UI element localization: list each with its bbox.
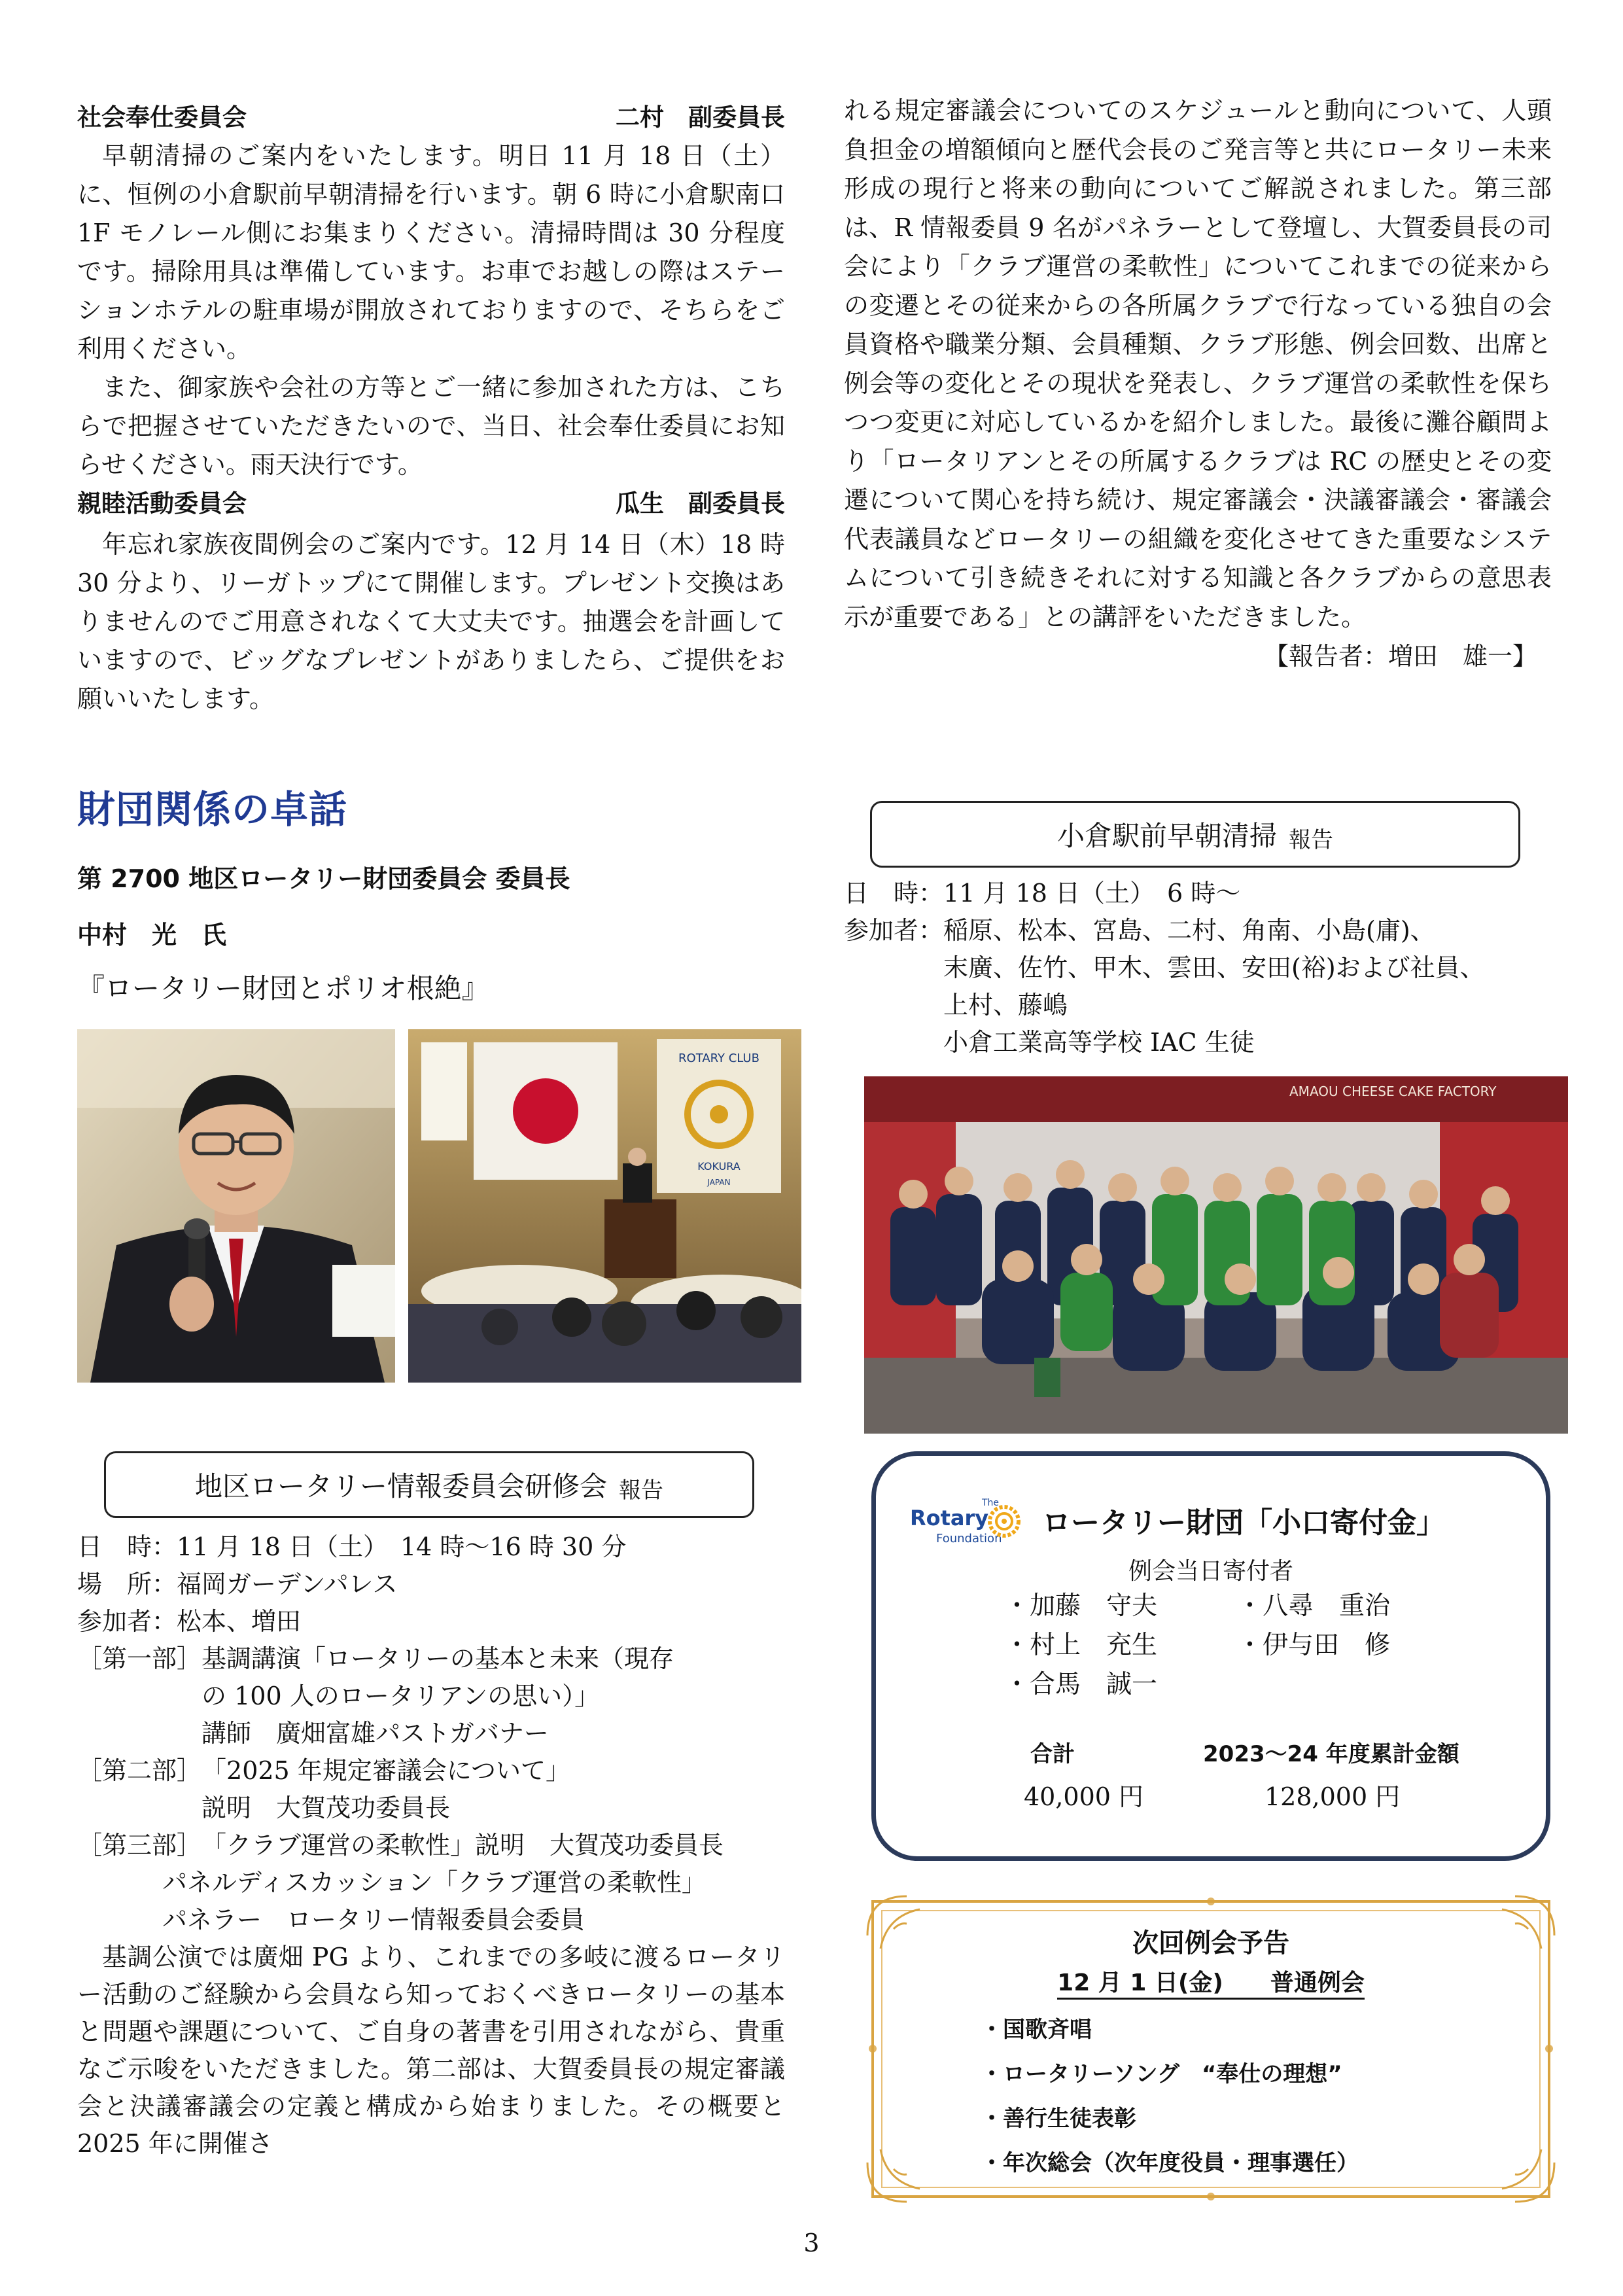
cleaning-details <box>844 875 1552 1061</box>
fellowship-title: 親睦活動委員会 <box>77 489 247 518</box>
seminar-attend-label: 参加者： <box>77 1607 177 1636</box>
part3-line3: パネラー ロータリー情報委員会委員 <box>162 1905 585 1934</box>
seminar-title-suffix: 報告 <box>619 1477 663 1504</box>
next-item-1: ・国歌斉唱 <box>981 2017 1092 2043</box>
speaker-photo <box>77 1029 395 1383</box>
banner-japan: JAPAN <box>707 1178 731 1187</box>
donor-1: ・加藤 守夫 <box>1004 1591 1158 1621</box>
cleaning-attend-row <box>844 912 1552 1061</box>
social-service-para-1: 早朝清掃のご案内をいたします。明日 11 月 18 日（土）に、恒例の小倉駅前早朝清掃を行います。朝 6 時に小倉駅南口 1F モノレール側にお集まりください。清掃時間は 30 分程度です。掃除用具は準備しています。お車でお越しの際はステーションホテルの駐車場が開放されておりますので、そちらをご利用ください。 <box>77 141 785 363</box>
donation-box <box>871 1451 1550 1861</box>
seminar-part1 <box>77 1640 785 1752</box>
next-meeting-title: 次回例会予告 <box>1132 1928 1289 1958</box>
part3-line2: パネルディスカッション「クラブ運営の柔軟性」 <box>162 1868 707 1897</box>
cleaning-date-label: 日 時： <box>844 879 944 908</box>
cumulative-value: 128,000 円 <box>1265 1782 1401 1811</box>
cleaning-attend-label: 参加者： <box>844 916 944 945</box>
seminar-date-row <box>77 1528 785 1566</box>
logo-rotary: Rotary <box>910 1506 989 1530</box>
cleaning-title-suffix: 報告 <box>1289 826 1333 853</box>
part1-line1: 基調講演「ロータリーの基本と未来（現存 <box>201 1644 674 1673</box>
part1-line2: の 100 人のロータリアンの思い）」 <box>201 1682 600 1710</box>
speaker-name: 中村 光 氏 <box>77 921 227 949</box>
seminar-body: 基調公演では廣畑 PG より、これまでの多岐に渡るロータリー活動のご経験から会員なら知っておくべきロータリーの基本と問題や課題について、ご自身の著書を引用されながら、貴重なご示唆をいただきました。第二部は、大賀委員長の規定審議会と決議審議会の定義と構成から始まりました。その概要と 2025 年に開催さ <box>77 1943 785 2158</box>
donation-title: ロータリー財団「小口寄付金」 <box>1042 1506 1445 1540</box>
seminar-date-label: 日 時： <box>77 1532 177 1561</box>
photo-shop-sign: AMAOU CHEESE CAKE FACTORY <box>1289 1084 1497 1099</box>
social-service-para-2: また、御家族や会社の方等とご一緒に参加された方は、こちらで把握させていただきたいので、当日、社会奉仕委員にお知らせください。雨天決行です。 <box>77 373 785 479</box>
right-column <box>844 92 1552 676</box>
fellowship-para: 年忘れ家族夜間例会のご案内です。12 月 14 日（木）18 時 30 分より、リーガトップにて開催します。プレゼント交換はありませんのでご用意されなくて大丈夫です。抽選会を計画していますので、ビッグなプレゼントがありましたら、ご提供をお願いいたします。 <box>77 530 785 713</box>
next-item-4: ・年次総会（次年度役員・理事選任） <box>981 2150 1359 2176</box>
next-item-2: ・ロータリーソング “奉仕の理想” <box>981 2061 1342 2087</box>
talk-title: 『ロータリー財団とポリオ根絶』 <box>77 972 489 1004</box>
next-meeting-date-text: 12 月 1 日(金) 普通例会 <box>1057 1969 1365 2000</box>
donor-4: ・伊与田 修 <box>1237 1631 1391 1660</box>
cleaning-date-value: 11 月 18 日（土） 6 時～ <box>943 879 1241 908</box>
seminar-place-value: 福岡ガーデンパレス <box>177 1570 398 1598</box>
next-item-3: ・善行生徒表彰 <box>981 2106 1136 2132</box>
seminar-attend-value: 松本、増田 <box>177 1607 302 1636</box>
seminar-title: 地区ロータリー情報委員会研修会 <box>194 1470 607 1502</box>
cleaning-date-row <box>844 875 1552 912</box>
seminar-details <box>77 1528 785 2163</box>
cleaning-title: 小倉駅前早朝清掃 <box>1056 820 1277 852</box>
hall-photo <box>408 1029 801 1383</box>
rotary-wheel-icon <box>987 1504 1021 1538</box>
left-column <box>77 98 785 718</box>
donor-2: ・八尋 重治 <box>1237 1591 1391 1621</box>
total-value: 40,000 円 <box>1024 1782 1144 1811</box>
banner-text: ROTARY CLUB <box>678 1051 759 1065</box>
donor-3: ・村上 充生 <box>1004 1631 1158 1660</box>
rotary-foundation-logo <box>910 1498 1028 1550</box>
seminar-part2 <box>77 1752 785 1827</box>
part3-label: ［第三部］ <box>77 1831 202 1860</box>
speech-heading: 財団関係の卓話 <box>77 787 348 832</box>
part2-line2: 説明 大賀茂功委員長 <box>201 1793 451 1822</box>
next-meeting-items <box>981 2007 1359 2185</box>
seminar-place-row <box>77 1566 785 1603</box>
cleaning-attend-line2: 末廣、佐竹、甲木、雲田、安田(裕)および社員、 <box>943 953 1485 982</box>
part3-line1: 「クラブ運営の柔軟性」説明 大賀茂功委員長 <box>201 1831 724 1860</box>
part1-label: ［第一部］ <box>77 1644 202 1673</box>
social-service-person: 二村 副委員長 <box>616 103 785 132</box>
next-meeting-box <box>861 1890 1561 2208</box>
next-meeting-date <box>861 1964 1561 1998</box>
part2-line1: 「2025 年規定審議会について」 <box>201 1756 571 1785</box>
fellowship-person: 瓜生 副委員長 <box>616 489 785 518</box>
fellowship-header <box>77 484 785 523</box>
donation-subtitle: 例会当日寄付者 <box>1128 1558 1293 1585</box>
cleaning-group-photo <box>864 1076 1568 1434</box>
cleaning-attend-line4: 小倉工業高等学校 IAC 生徒 <box>943 1028 1255 1057</box>
part2-label: ［第二部］ <box>77 1756 202 1785</box>
seminar-continued: れる規定審議会についてのスケジュールと動向について、人頭負担金の増額傾向と歴代会長のご発言等と共にロータリー未来形成の現行と将来の動向についてご解説されました。第三部は、R 情報委員 9 名がパネラーとして登壇し、大賀委員長の司会により「クラブ運営の柔軟性」についてこれまでの従来からの変遷とその従来からの各所属クラブで行なっている独自の会員資格や職業分類、会員種類、クラブ形態、例会回数、出席と例会等の変化とその現状を発表し、クラブ運営の柔軟性を保ちつつ変更に対応しているかを紹介しました。最後に灘谷顧問より「ロータリアンとその所属するクラブは RC の歴史とその変遷について関心を持ち続け、規定審議会・決議審議会・審議会代表議員などロータリーの組織を変化させてきた重要なシステムについて引き続きそれに対する知識と各クラブからの意思表示が重要である」との講評をいただきました。 <box>844 96 1552 631</box>
reporter: 【報告者：増田 雄一】 <box>1263 642 1537 671</box>
cleaning-attend-line1: 稲原、松本、宮島、二村、角南、小島(庸)、 <box>943 916 1435 945</box>
part1-line3: 講師 廣畑富雄パストガバナー <box>201 1719 549 1748</box>
cleaning-report-title-box <box>870 801 1520 868</box>
banner-kokura: KOKURA <box>697 1160 741 1173</box>
total-label: 合計 <box>1030 1741 1075 1767</box>
seminar-date-value: 11 月 18 日（土） 14 時～16 時 30 分 <box>177 1532 627 1561</box>
logo-foundation: Foundation <box>936 1532 1002 1545</box>
seminar-part3 <box>77 1827 785 1939</box>
seminar-attend-row <box>77 1603 785 1640</box>
logo-the: The <box>982 1498 1000 1508</box>
cumulative-label: 2023～24 年度累計金額 <box>1203 1741 1459 1767</box>
page-number: 3 <box>803 2229 820 2257</box>
seminar-place-label: 場 所： <box>77 1570 177 1598</box>
social-service-header <box>77 98 785 137</box>
cleaning-attend-line3: 上村、藤嶋 <box>943 991 1068 1019</box>
donor-5: ・合馬 誠一 <box>1004 1670 1158 1699</box>
social-service-title: 社会奉仕委員会 <box>77 103 247 132</box>
seminar-report-title-box <box>104 1451 754 1518</box>
speaker-title: 第 2700 地区ロータリー財団委員会 委員長 <box>77 864 570 893</box>
